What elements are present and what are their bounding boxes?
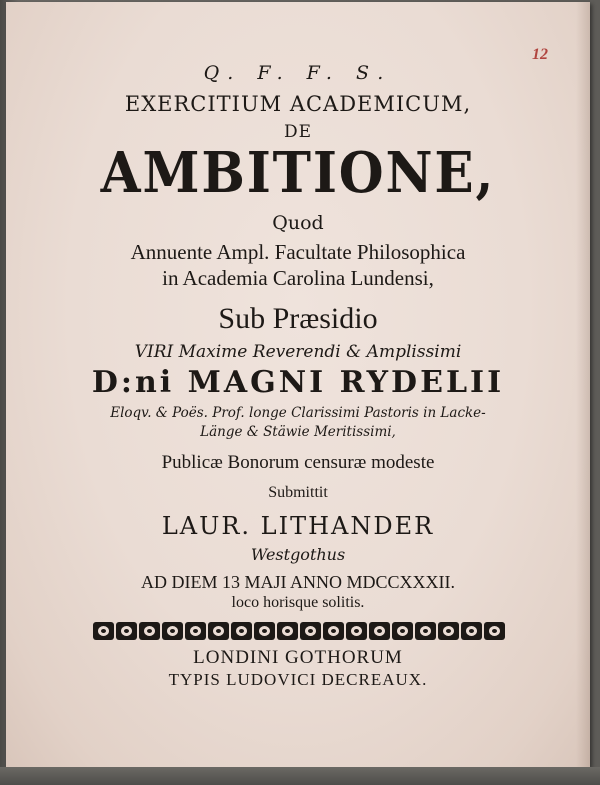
ornament-fleuron — [415, 622, 436, 640]
qffs-heading: Q. F. F. S. — [203, 62, 393, 84]
author-origin: Westgothus — [250, 545, 346, 564]
ornament-fleuron — [438, 622, 459, 640]
de-heading: DE — [283, 122, 313, 142]
ornament-fleuron — [231, 622, 252, 640]
praesidio-line: Sub Præsidio — [218, 302, 378, 335]
scan-bottom-edge — [0, 767, 600, 785]
ornament-fleuron — [139, 622, 160, 640]
annuente-line: Annuente Ampl. Facultate Philosophica — [130, 240, 466, 264]
publicae-line: Publicæ Bonorum censuræ modeste — [161, 452, 435, 473]
ornament-fleuron — [116, 622, 137, 640]
quod-line: Quod — [272, 212, 324, 234]
academia-line: in Academia Carolina Lundensi, — [162, 266, 434, 290]
exercitium-heading: EXERCITIUM ACADEMICUM, — [124, 92, 472, 116]
praeses-name: D:ni MAGNI RYDELII — [91, 365, 505, 400]
ornament-fleuron — [277, 622, 298, 640]
ornament-fleuron — [300, 622, 321, 640]
imprint-city: LONDINI GOTHORUM — [193, 647, 403, 668]
main-title: AMBITIONE, — [100, 140, 496, 206]
ornament-fleuron — [392, 622, 413, 640]
ornament-fleuron — [254, 622, 275, 640]
ornament-fleuron — [93, 622, 114, 640]
ornament-fleuron — [323, 622, 344, 640]
viri-line: VIRI Maxime Reverendi & Amplissimi — [134, 342, 462, 362]
ornament-fleuron — [185, 622, 206, 640]
ornament-fleuron — [369, 622, 390, 640]
praeses-title-line-2: Länge & Stäwie Meritissimi, — [200, 424, 396, 440]
title-page — [6, 2, 590, 767]
ornament-fleuron — [346, 622, 367, 640]
submittit-line: Submittit — [268, 484, 328, 501]
printers-ornament-band — [92, 622, 506, 642]
handwritten-page-number: 12 — [532, 46, 548, 63]
author-name: LAUR. LITHANDER — [161, 512, 435, 540]
imprint-printer: TYPIS LUDOVICI DECREAUX. — [168, 670, 428, 689]
praeses-title-line-1: Eloqv. & Poës. Prof. longe Clarissimi Pastoris in Lacke- — [110, 405, 486, 421]
ornament-fleuron — [461, 622, 482, 640]
ornament-fleuron — [162, 622, 183, 640]
defense-place: loco horisque solitis. — [231, 594, 365, 611]
ornament-fleuron — [208, 622, 229, 640]
defense-date: AD DIEM 13 MAJI ANNO MDCCXXXII. — [141, 572, 455, 592]
ornament-fleuron — [484, 622, 505, 640]
